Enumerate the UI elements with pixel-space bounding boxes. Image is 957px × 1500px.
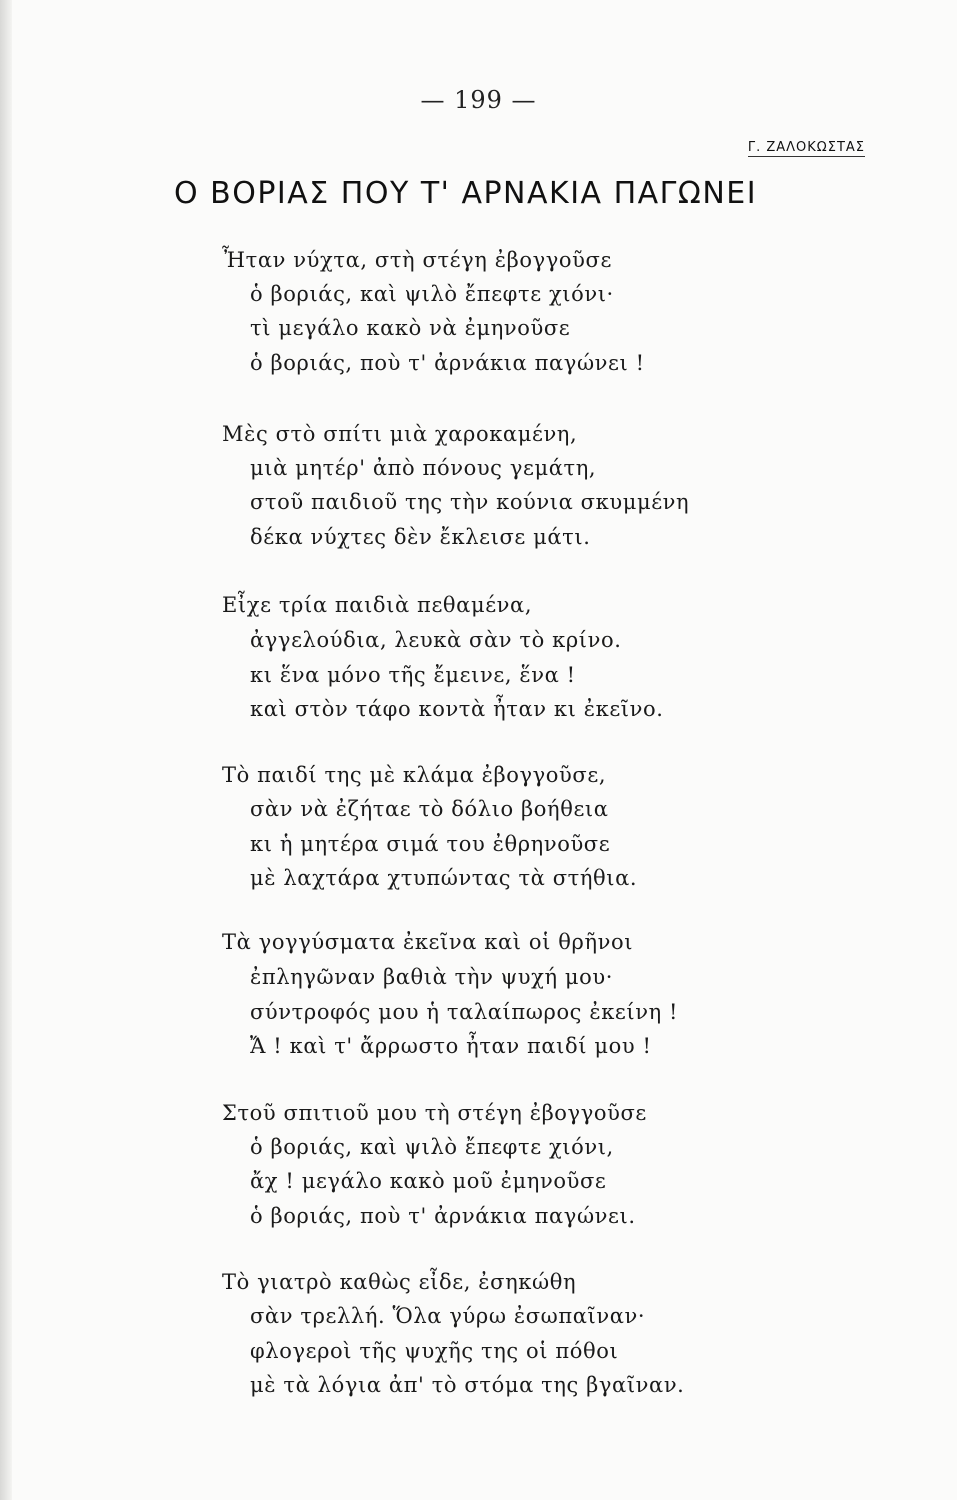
page-binding-shadow bbox=[0, 0, 12, 1500]
verse-line: καὶ στὸν τάφο κοντὰ ἦταν κι ἐκεῖνο. bbox=[250, 697, 664, 721]
verse-line: κι ἡ μητέρα σιμά του ἐθρηνοῦσε bbox=[250, 832, 611, 856]
verse-line: ὁ βοριάς, καὶ ψιλὸ ἔπεφτε χιόνι, bbox=[250, 1135, 614, 1159]
verse-line: φλογεροὶ τῆς ψυχῆς της οἱ πόθοι bbox=[250, 1339, 619, 1363]
verse-line: Μὲς στὸ σπίτι μιὰ χαροκαμένη, bbox=[222, 422, 578, 446]
verse-line: Ἦταν νύχτα, στὴ στέγη ἐβογγοῦσε bbox=[222, 248, 612, 272]
verse-line: στοῦ παιδιοῦ της τὴν κούνια σκυμμένη bbox=[250, 490, 690, 514]
verse-line: κι ἕνα μόνο τῆς ἔμεινε, ἕνα ! bbox=[250, 663, 576, 687]
verse-line: Ἄ ! καὶ τ' ἄρρωστο ἦταν παιδί μου ! bbox=[250, 1034, 652, 1058]
verse-line: Τὸ γιατρὸ καθὼς εἶδε, ἐσηκώθη bbox=[222, 1270, 577, 1294]
verse-line: ἀγγελούδια, λευκὰ σὰν τὸ κρίνο. bbox=[250, 628, 622, 652]
verse-line: Τὸ παιδί της μὲ κλάμα ἐβογγοῦσε, bbox=[222, 763, 607, 787]
verse-line: σὰν νὰ ἐζήταε τὸ δόλιο βοήθεια bbox=[250, 797, 609, 821]
verse-line: ὁ βοριάς, ποὺ τ' ἀρνάκια παγώνει ! bbox=[250, 351, 645, 375]
verse-line: Εἶχε τρία παιδιὰ πεθαμένα, bbox=[222, 593, 533, 617]
verse-line: δέκα νύχτες δὲν ἔκλεισε μάτι. bbox=[250, 525, 591, 549]
page-number: — 199 — bbox=[420, 86, 537, 114]
verse-line: σὰν τρελλή. Ὅλα γύρω ἐσωπαῖναν· bbox=[250, 1304, 646, 1328]
verse-line: ὁ βοριάς, καὶ ψιλὸ ἔπεφτε χιόνι· bbox=[250, 282, 614, 306]
verse-line: σύντροφός μου ἡ ταλαίπωρος ἐκείνη ! bbox=[250, 1000, 679, 1024]
verse-line: ἄχ ! μεγάλο κακὸ μοῦ ἐμηνοῦσε bbox=[250, 1169, 607, 1193]
verse-line: μιὰ μητέρ' ἀπὸ πόνους γεμάτη, bbox=[250, 456, 597, 480]
author-name: Γ. ΖΑΛΟΚΩΣΤΑΣ bbox=[747, 140, 865, 155]
verse-line: Στοῦ σπιτιοῦ μου τὴ στέγη ἐβογγοῦσε bbox=[222, 1101, 647, 1125]
verse-line: μὲ τὰ λόγια ἀπ' τὸ στόμα της βγαῖναν. bbox=[250, 1373, 685, 1397]
poem-title: Ο ΒΟΡΙΑΣ ΠΟΥ Τ' ΑΡΝΑΚΙΑ ΠΑΓΩΝΕΙ bbox=[174, 176, 758, 211]
verse-line: μὲ λαχτάρα χτυπώντας τὰ στήθια. bbox=[250, 866, 638, 890]
verse-line: Τὰ γογγύσματα ἐκεῖνα καὶ οἱ θρῆνοι bbox=[222, 930, 634, 954]
verse-line: ὁ βοριάς, ποὺ τ' ἀρνάκια παγώνει. bbox=[250, 1204, 636, 1228]
verse-line: ἐπληγῶναν βαθιὰ τὴν ψυχή μου· bbox=[250, 965, 614, 989]
verse-line: τὶ μεγάλο κακὸ νὰ ἐμηνοῦσε bbox=[250, 316, 571, 340]
